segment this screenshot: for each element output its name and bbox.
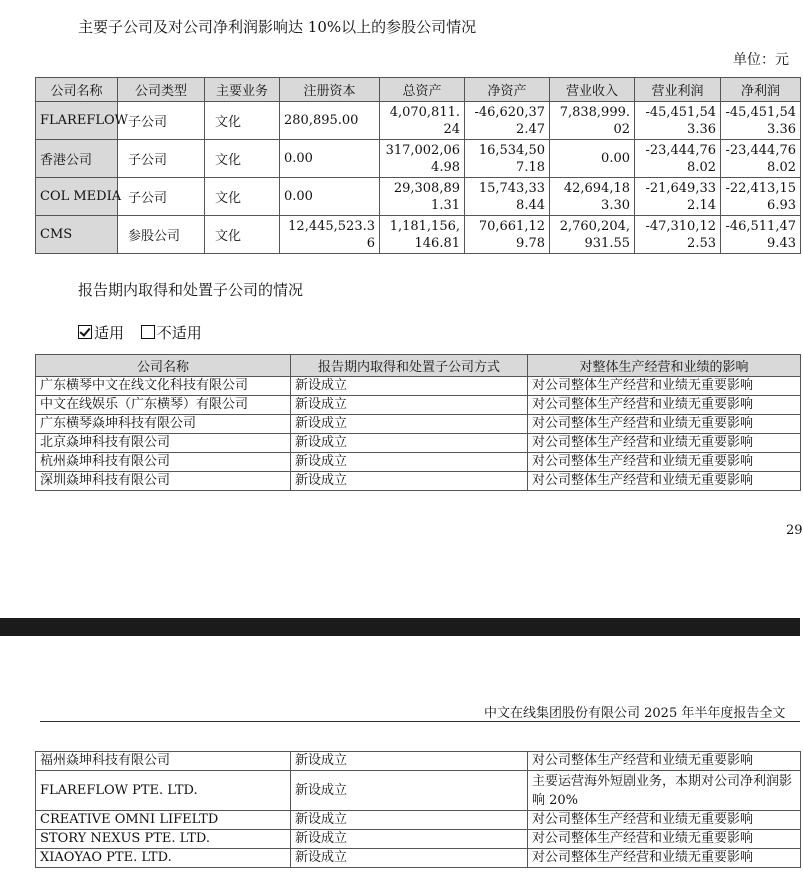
impact-cell: 对公司整体生产经营和业绩无重要影响: [528, 830, 801, 849]
registered-capital-cell: 12,445,523.36: [280, 216, 380, 254]
net-profit-cell: -22,413,156.93: [721, 178, 801, 216]
revenue-cell: 42,694,183.30: [550, 178, 635, 216]
col-header: 净资产: [465, 78, 550, 102]
table-row: [36, 102, 801, 140]
company-name-cell: 广东横琴焱坤科技有限公司: [36, 415, 291, 434]
revenue-cell: 7,838,999.02: [550, 102, 635, 140]
impact-cell: 对公司整体生产经营和业绩无重要影响: [528, 377, 801, 396]
method-cell: 新设成立: [291, 771, 528, 811]
net-assets-cell: 16,534,507.18: [465, 140, 550, 178]
col-header: 注册资本: [280, 78, 380, 102]
registered-capital-cell: 280,895.00: [280, 102, 380, 140]
method-cell: 新设成立: [291, 830, 528, 849]
table-row: [36, 811, 801, 830]
revenue-cell: 0.00: [550, 140, 635, 178]
company-name-cell: CMS: [36, 216, 118, 254]
col-header: 主要业务: [205, 78, 280, 102]
company-type-cell: 子公司: [118, 102, 205, 140]
business-cell: 文化: [205, 102, 280, 140]
business-cell: 文化: [205, 178, 280, 216]
company-name-cell: 深圳焱坤科技有限公司: [36, 472, 291, 491]
company-name-cell: 福州焱坤科技有限公司: [36, 752, 291, 771]
total-assets-cell: 317,002,064.98: [380, 140, 465, 178]
company-name-cell: 香港公司: [36, 140, 118, 178]
col-header: 净利润: [721, 78, 801, 102]
method-cell: 新设成立: [291, 849, 528, 868]
company-type-cell: 参股公司: [118, 216, 205, 254]
revenue-cell: 2,760,204,931.55: [550, 216, 635, 254]
applicable-label: 适用: [94, 324, 125, 342]
total-assets-cell: 1,181,156,146.81: [380, 216, 465, 254]
col-header: 公司名称: [36, 355, 291, 377]
table-row: [36, 752, 801, 771]
method-cell: 新设成立: [291, 396, 528, 415]
net-profit-cell: -23,444,768.02: [721, 140, 801, 178]
table-row: [36, 472, 801, 491]
impact-cell: 对公司整体生产经营和业绩无重要影响: [528, 434, 801, 453]
operating-profit-cell: -23,444,768.02: [635, 140, 721, 178]
table-row: [36, 453, 801, 472]
net-profit-cell: -46,511,479.43: [721, 216, 801, 254]
net-assets-cell: 70,661,129.78: [465, 216, 550, 254]
total-assets-cell: 4,070,811.24: [380, 102, 465, 140]
operating-profit-cell: -47,310,122.53: [635, 216, 721, 254]
company-name-cell: XIAOYAO PTE. LTD.: [36, 849, 291, 868]
table-header-row: [36, 355, 801, 377]
table-row: [36, 140, 801, 178]
col-header: 报告期内取得和处置子公司方式: [291, 355, 528, 377]
unchecked-box-icon: [141, 325, 155, 339]
impact-cell: 对公司整体生产经营和业绩无重要影响: [528, 453, 801, 472]
applicability-options: [78, 322, 202, 343]
col-header: 营业利润: [635, 78, 721, 102]
section-title-major-subsidiaries: 主要子公司及对公司净利润影响达 10%以上的参股公司情况: [78, 18, 477, 36]
col-header: 公司名称: [36, 78, 118, 102]
company-name-cell: COL MEDIA: [36, 178, 118, 216]
company-name-cell: 中文在线娱乐（广东横琴）有限公司: [36, 396, 291, 415]
table-row: [36, 178, 801, 216]
table-header-row: [36, 78, 801, 102]
table-row: [36, 849, 801, 868]
company-name-cell: 广东横琴中文在线文化科技有限公司: [36, 377, 291, 396]
table-row: [36, 771, 801, 811]
unit-label: 单位：元: [733, 52, 789, 68]
net-assets-cell: 15,743,338.44: [465, 178, 550, 216]
col-header: 对整体生产经营和业绩的影响: [528, 355, 801, 377]
impact-cell: 对公司整体生产经营和业绩无重要影响: [528, 752, 801, 771]
table-row: [36, 415, 801, 434]
page-separator: [0, 618, 800, 636]
checked-box-icon: [78, 325, 92, 339]
section-title-acquisition-disposal: 报告期内取得和处置子公司的情况: [78, 281, 304, 299]
net-assets-cell: -46,620,372.47: [465, 102, 550, 140]
method-cell: 新设成立: [291, 434, 528, 453]
method-cell: 新设成立: [291, 811, 528, 830]
acquisition-disposal-table-continued: [35, 751, 801, 868]
company-type-cell: 子公司: [118, 140, 205, 178]
total-assets-cell: 29,308,891.31: [380, 178, 465, 216]
header-divider: [40, 721, 800, 722]
method-cell: 新设成立: [291, 415, 528, 434]
report-header: 中文在线集团股份有限公司 2025 年半年度报告全文: [484, 706, 786, 721]
company-name-cell: FLAREFLOW PTE. LTD.: [36, 771, 291, 811]
operating-profit-cell: -45,451,543.36: [635, 102, 721, 140]
method-cell: 新设成立: [291, 453, 528, 472]
registered-capital-cell: 0.00: [280, 140, 380, 178]
impact-cell: 对公司整体生产经营和业绩无重要影响: [528, 415, 801, 434]
table-row: [36, 830, 801, 849]
impact-cell: 对公司整体生产经营和业绩无重要影响: [528, 811, 801, 830]
method-cell: 新设成立: [291, 377, 528, 396]
registered-capital-cell: 0.00: [280, 178, 380, 216]
company-name-cell: 杭州焱坤科技有限公司: [36, 453, 291, 472]
company-name-cell: 北京焱坤科技有限公司: [36, 434, 291, 453]
business-cell: 文化: [205, 140, 280, 178]
method-cell: 新设成立: [291, 472, 528, 491]
table-row: [36, 377, 801, 396]
company-name-cell: CREATIVE OMNI LIFELTD: [36, 811, 291, 830]
acquisition-disposal-table: [35, 354, 801, 491]
major-subsidiaries-table: [35, 77, 801, 254]
page-number: 29: [786, 523, 803, 538]
impact-cell: 对公司整体生产经营和业绩无重要影响: [528, 849, 801, 868]
table-row: [36, 434, 801, 453]
not-applicable-label: 不适用: [156, 324, 202, 342]
col-header: 营业收入: [550, 78, 635, 102]
col-header: 总资产: [380, 78, 465, 102]
impact-cell: 主要运营海外短剧业务，本期对公司净利润影响 20%: [528, 771, 801, 811]
net-profit-cell: -45,451,543.36: [721, 102, 801, 140]
operating-profit-cell: -21,649,332.14: [635, 178, 721, 216]
impact-cell: 对公司整体生产经营和业绩无重要影响: [528, 396, 801, 415]
table-row: [36, 396, 801, 415]
method-cell: 新设成立: [291, 752, 528, 771]
company-type-cell: 子公司: [118, 178, 205, 216]
company-name-cell: STORY NEXUS PTE. LTD.: [36, 830, 291, 849]
company-name-cell: FLAREFLOW: [36, 102, 118, 140]
impact-cell: 对公司整体生产经营和业绩无重要影响: [528, 472, 801, 491]
col-header: 公司类型: [118, 78, 205, 102]
business-cell: 文化: [205, 216, 280, 254]
table-row: [36, 216, 801, 254]
